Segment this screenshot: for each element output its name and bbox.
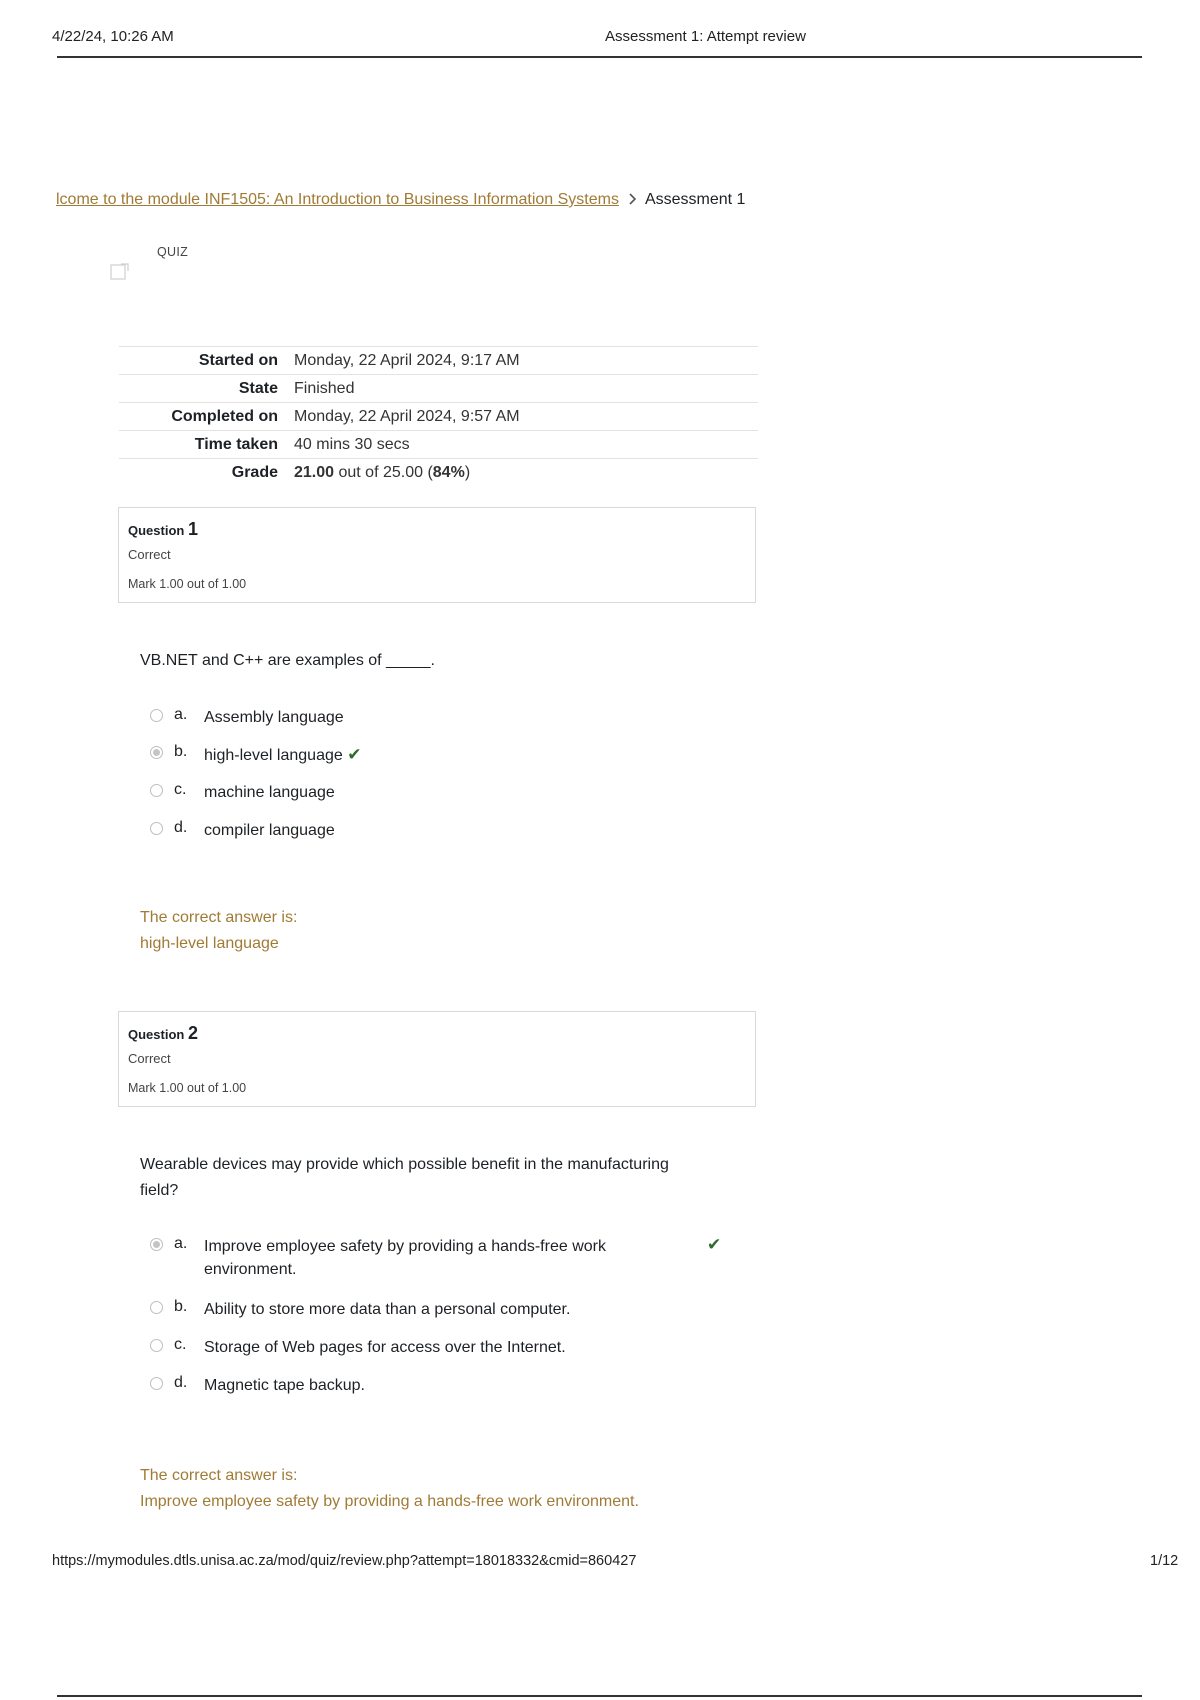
option-letter: c. <box>174 781 187 798</box>
summary-row <box>119 347 758 375</box>
question-prefix: Question <box>128 1027 185 1042</box>
grade-value <box>294 459 758 487</box>
footer-divider <box>57 1695 1142 1697</box>
quiz-icon <box>110 262 130 282</box>
grade-label: Grade <box>119 459 294 487</box>
print-page-number: 1/12 <box>1150 1553 1179 1569</box>
breadcrumb-current: Assessment 1 <box>644 191 746 208</box>
radio-button[interactable] <box>150 1339 163 1352</box>
grade-score: 21.00 <box>294 463 335 481</box>
summary-label: Started on <box>119 347 294 375</box>
summary-value: Monday, 22 April 2024, 9:17 AM <box>294 347 758 375</box>
question-number-value: 1 <box>187 519 198 539</box>
radio-button-selected[interactable] <box>150 746 163 759</box>
option-text-label: high-level language <box>204 747 343 764</box>
option-text: Storage of Web pages for access over the Internet. <box>204 1339 566 1356</box>
radio-button-selected[interactable] <box>150 1238 163 1251</box>
option-text: compiler language <box>204 822 335 839</box>
option-text <box>204 743 361 767</box>
question-text: VB.NET and C++ are examples of _____. <box>140 652 435 669</box>
feedback-label: The correct answer is: <box>140 1467 298 1484</box>
chevron-right-icon <box>628 193 637 208</box>
question-number <box>128 519 198 540</box>
option-letter: b. <box>174 743 188 760</box>
summary-row-grade <box>119 459 758 487</box>
grade-out-of: out of 25.00 ( <box>334 463 433 481</box>
summary-label: Completed on <box>119 403 294 431</box>
check-icon: ✔ <box>347 745 362 764</box>
option-letter: d. <box>174 819 188 836</box>
question-info-box <box>118 1011 756 1107</box>
option-letter: d. <box>174 1374 188 1391</box>
question-number-value: 2 <box>187 1023 198 1043</box>
print-page-title: Assessment 1: Attempt review <box>605 28 806 45</box>
attempt-summary-table <box>119 346 758 486</box>
header-divider <box>57 56 1142 58</box>
question-mark: Mark 1.00 out of 1.00 <box>128 577 247 591</box>
summary-row <box>119 375 758 403</box>
option-letter: a. <box>174 706 188 723</box>
question-state: Correct <box>128 1051 171 1066</box>
summary-row <box>119 431 758 459</box>
option-text: Assembly language <box>204 709 344 726</box>
option-letter: c. <box>174 1336 187 1353</box>
radio-button[interactable] <box>150 784 163 797</box>
feedback-answer: Improve employee safety by providing a hands-free work environment. <box>140 1493 639 1510</box>
breadcrumb-course-link[interactable]: lcome to the module INF1505: An Introduction to Business Information Systems <box>56 191 619 208</box>
check-icon: ✔ <box>707 1235 722 1254</box>
question-mark: Mark 1.00 out of 1.00 <box>128 1081 247 1095</box>
print-url: https://mymodules.dtls.unisa.ac.za/mod/quiz/review.php?attempt=18018332&cmid=860427 <box>52 1553 637 1569</box>
print-datetime: 4/22/24, 10:26 AM <box>52 28 174 45</box>
radio-button[interactable] <box>150 1377 163 1390</box>
summary-row <box>119 403 758 431</box>
grade-percent: 84% <box>432 463 465 481</box>
question-prefix: Question <box>128 523 185 538</box>
summary-label: State <box>119 375 294 403</box>
question-info-box <box>118 507 756 603</box>
option-text: Ability to store more data than a personal computer. <box>204 1301 571 1318</box>
question-number <box>128 1023 198 1044</box>
radio-button[interactable] <box>150 709 163 722</box>
option-letter: a. <box>174 1235 188 1252</box>
feedback-label: The correct answer is: <box>140 909 298 926</box>
question-text: Wearable devices may provide which possible benefit in the manufacturing field? <box>140 1156 669 1199</box>
option-letter: b. <box>174 1298 188 1315</box>
activity-type-label: QUIZ <box>157 245 189 259</box>
feedback-answer: high-level language <box>140 935 279 952</box>
summary-value: Monday, 22 April 2024, 9:57 AM <box>294 403 758 431</box>
summary-value: Finished <box>294 375 758 403</box>
option-text: Magnetic tape backup. <box>204 1377 365 1394</box>
radio-button[interactable] <box>150 1301 163 1314</box>
right-answer-feedback <box>140 905 297 957</box>
summary-value: 40 mins 30 secs <box>294 431 758 459</box>
question-state: Correct <box>128 547 171 562</box>
breadcrumb <box>56 191 745 209</box>
option-text: machine language <box>204 784 335 801</box>
radio-button[interactable] <box>150 822 163 835</box>
grade-close: ) <box>464 463 471 481</box>
summary-label: Time taken <box>119 431 294 459</box>
option-text: Improve employee safety by providing a hands-free work environment. <box>204 1238 606 1278</box>
right-answer-feedback <box>140 1463 639 1515</box>
